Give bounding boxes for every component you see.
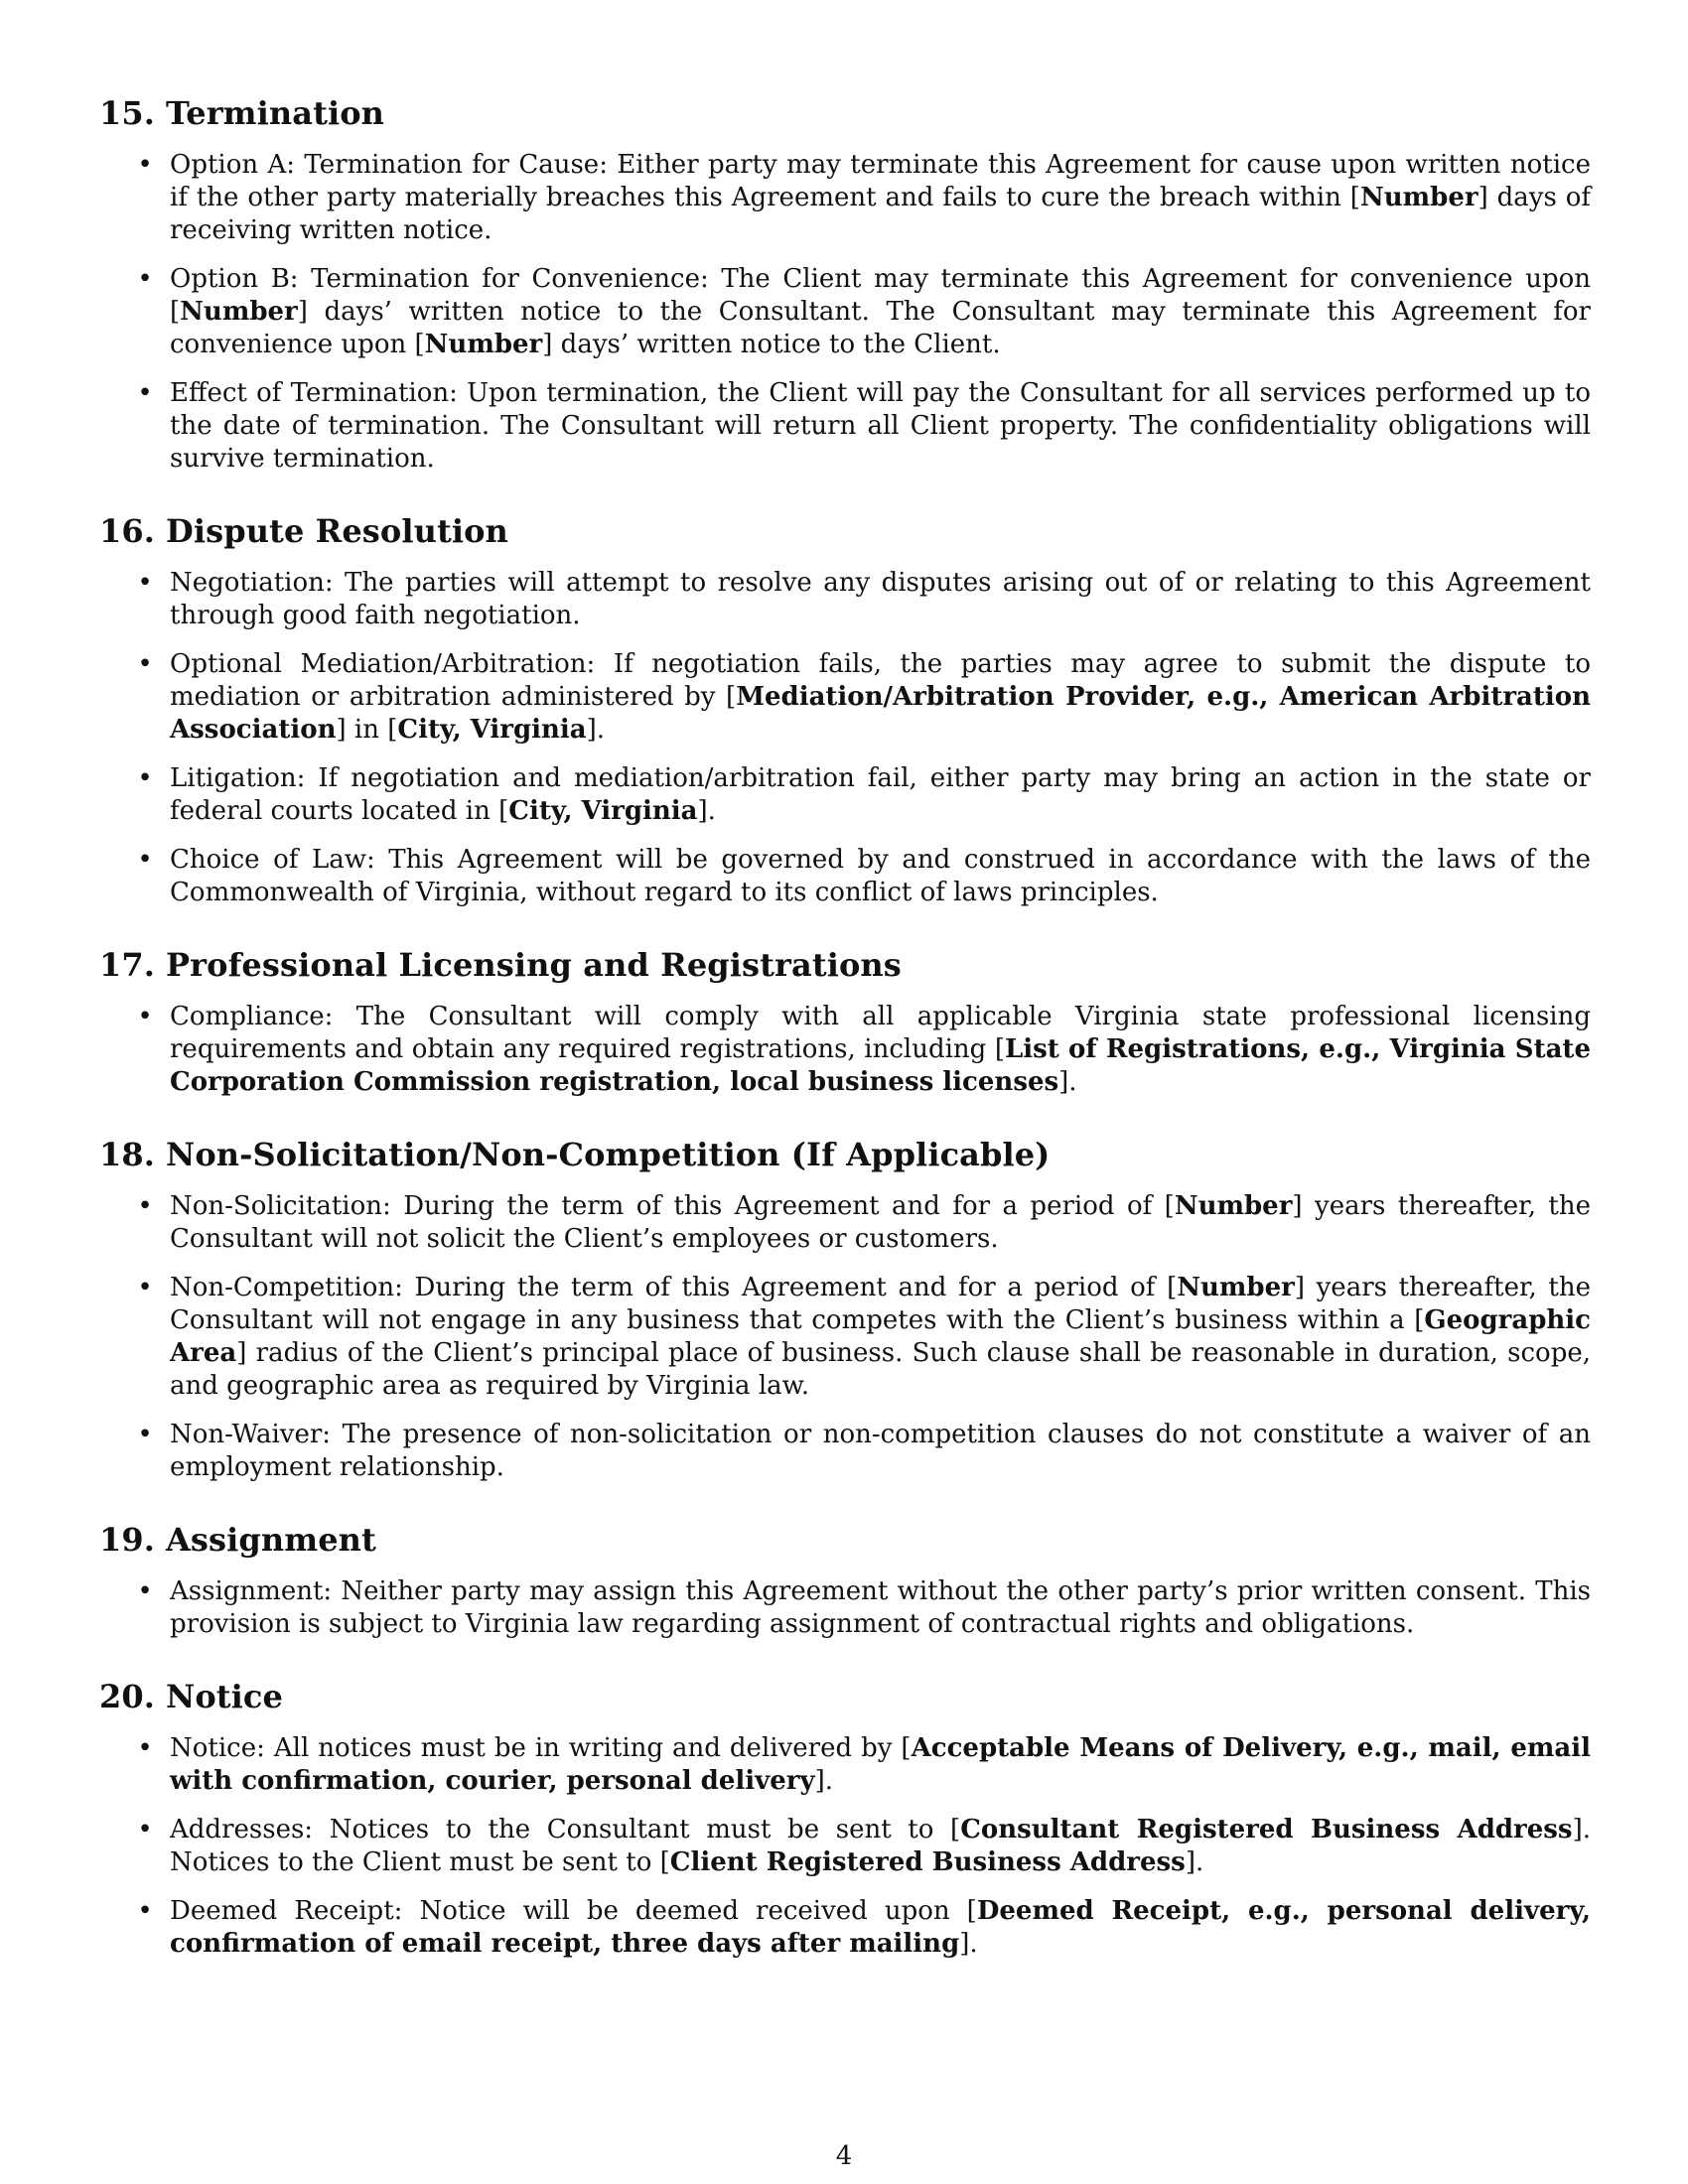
placeholder-field-text: Deemed Receipt, e.g., personal delivery, confirmation of email receipt, three days after mailing xyxy=(170,1896,1591,1959)
clause-item xyxy=(99,1895,1591,1961)
clause-text: [ xyxy=(1164,1191,1175,1221)
clause-text: Addresses: Notices to the Consultant must be sent to xyxy=(170,1815,951,1844)
section-heading xyxy=(99,93,1591,133)
clause-item xyxy=(99,1575,1591,1641)
clause-text: [ xyxy=(414,330,425,359)
clause-item xyxy=(99,844,1591,909)
clause-text: [ xyxy=(994,1034,1005,1064)
clause-item xyxy=(99,1001,1591,1099)
section xyxy=(99,1677,1591,1961)
placeholder-field-text: Number xyxy=(424,330,543,359)
clause-item xyxy=(99,1190,1591,1256)
bullet-icon: • xyxy=(137,1420,153,1449)
clause-text: [ xyxy=(387,715,398,745)
bullet-icon: • xyxy=(137,1896,153,1926)
clause-list xyxy=(99,1190,1591,1484)
clause-text: ]. xyxy=(1185,1847,1204,1877)
bullet-icon: • xyxy=(137,568,153,598)
clause-item xyxy=(99,1272,1591,1403)
section-title: Dispute Resolution xyxy=(166,512,508,550)
clause-text: [ xyxy=(901,1733,912,1763)
clause-text: ]. xyxy=(586,715,606,745)
clause-text: ] days’ written notice to the Consultant. The Consultant may terminate this Agreement for convenience upon xyxy=(170,297,1591,359)
bullet-icon: • xyxy=(137,378,153,408)
clause-text: [ xyxy=(966,1896,977,1926)
section-heading xyxy=(99,511,1591,551)
bullet-icon: • xyxy=(137,1576,153,1606)
section-title: Non-Solicitation/Non-Competition (If Applicable) xyxy=(166,1136,1051,1173)
bullet-icon: • xyxy=(137,1815,153,1844)
clause-text: Choice of Law: This Agreement will be governed by and construed in accordance with the laws of the Commonwealth of Virginia, without regard to its conflict of laws principles. xyxy=(170,845,1591,907)
clause-text: ] days of receiving written notice. xyxy=(170,183,1591,245)
clause-text: [ xyxy=(498,796,509,826)
clause-text: [ xyxy=(170,297,181,327)
bullet-icon: • xyxy=(137,649,153,679)
placeholder-field-text: Number xyxy=(1359,183,1478,212)
clause-text: ]. xyxy=(697,796,716,826)
clause-text: Optional Mediation/Arbitration: If negotiation fails, the parties may agree to submit the dispute to mediation or arbitration administered by xyxy=(170,649,1591,712)
clause-item xyxy=(99,263,1591,361)
clause-list xyxy=(99,1001,1591,1099)
clause-text: ]. xyxy=(1058,1067,1077,1097)
clause-text: ]. xyxy=(814,1766,834,1796)
section-heading xyxy=(99,1677,1591,1716)
clause-item xyxy=(99,377,1591,476)
placeholder-field-text: Number xyxy=(180,297,298,327)
clause-text: Effect of Termination: Upon termination, the Client will pay the Consultant for all services performed up to the date of termination. The Consultant will return all Client property. The confidentiality obligations will survive termination. xyxy=(170,378,1591,474)
bullet-icon: • xyxy=(137,845,153,875)
clause-text: [ xyxy=(726,682,737,712)
bullet-icon: • xyxy=(137,1733,153,1763)
document-sections xyxy=(99,93,1591,1961)
clause-text: ] days’ written notice to the Client. xyxy=(542,330,1001,359)
bullet-icon: • xyxy=(137,150,153,180)
clause-text: ] in xyxy=(336,715,388,745)
clause-text: [ xyxy=(1167,1273,1178,1302)
clause-text: [ xyxy=(1349,183,1360,212)
section xyxy=(99,93,1591,476)
section-title: Assignment xyxy=(166,1521,376,1559)
section-number: 19. xyxy=(99,1521,155,1559)
placeholder-field-text: Geographic Area xyxy=(170,1305,1591,1368)
placeholder-field-text: List of Registrations, e.g., Virginia State Corporation Commission registration, local business licenses xyxy=(170,1034,1591,1097)
clause-list xyxy=(99,1575,1591,1641)
section-heading xyxy=(99,1520,1591,1560)
clause-text: Negotiation: The parties will attempt to resolve any disputes arising out of or relating to this Agreement through good faith negotiation. xyxy=(170,568,1591,630)
section xyxy=(99,945,1591,1099)
clause-text: Non-Solicitation: During the term of this Agreement and for a period of xyxy=(170,1191,1165,1221)
clause-item xyxy=(99,1419,1591,1484)
bullet-icon: • xyxy=(137,1191,153,1221)
clause-text: Assignment: Neither party may assign this Agreement without the other party’s prior written consent. This provision is subject to Virginia law regarding assignment of contractual rights and obligations. xyxy=(170,1576,1591,1639)
section-number: 15. xyxy=(99,94,155,132)
clause-text: ]. xyxy=(959,1929,978,1959)
section-title: Notice xyxy=(166,1678,283,1715)
clause-text: ] radius of the Client’s principal place of business. Such clause shall be reasonable in duration, scope, and geographic area as required by Virginia law. xyxy=(170,1338,1591,1401)
placeholder-field-text: City, Virginia xyxy=(508,796,698,826)
placeholder-field-text: Acceptable Means of Delivery, e.g., mail, email with confirmation, courier, personal delivery xyxy=(170,1733,1591,1796)
clause-text: Litigation: If negotiation and mediation/arbitration fail, either party may bring an action in the state or federal courts located in xyxy=(170,763,1591,826)
clause-list xyxy=(99,149,1591,476)
clause-text: Compliance: The Consultant will comply with all applicable Virginia state professional licensing requirements and obtain any required registrations, including xyxy=(170,1002,1591,1064)
clause-text: ] years thereafter, the Consultant will not solicit the Client’s employees or customers. xyxy=(170,1191,1591,1254)
placeholder-field-text: City, Virginia xyxy=(397,715,587,745)
placeholder-field-text: Number xyxy=(1177,1273,1295,1302)
clause-item xyxy=(99,648,1591,747)
bullet-icon: • xyxy=(137,763,153,793)
clause-text: Non-Competition: During the term of this Agreement and for a period of xyxy=(170,1273,1168,1302)
clause-list xyxy=(99,1732,1591,1961)
section-number: 16. xyxy=(99,512,155,550)
clause-text: Notice: All notices must be in writing and delivered by xyxy=(170,1733,902,1763)
clause-text: Option B: Termination for Convenience: The Client may terminate this Agreement for convenience upon xyxy=(170,264,1591,294)
clause-text: Non-Waiver: The presence of non-solicitation or non-competition clauses do not constitute a waiver of an employment relationship. xyxy=(170,1420,1591,1482)
section-heading xyxy=(99,945,1591,985)
section-title: Professional Licensing and Registrations xyxy=(166,946,902,984)
document-page xyxy=(99,93,1591,1961)
clause-text: [ xyxy=(1414,1305,1425,1335)
clause-text: Deemed Receipt: Notice will be deemed received upon xyxy=(170,1896,967,1926)
page-number: 4 xyxy=(835,2141,853,2171)
section-heading xyxy=(99,1135,1591,1174)
bullet-icon: • xyxy=(137,264,153,294)
clause-text: ] years thereafter, the Consultant will not engage in any business that competes with the Client’s business within a xyxy=(170,1273,1591,1335)
clause-list xyxy=(99,567,1591,909)
placeholder-field-text: Number xyxy=(1174,1191,1293,1221)
clause-text: Option A: Termination for Cause: Either party may terminate this Agreement for cause upon written notice if the other party materially breaches this Agreement and fails to cure the breach within xyxy=(170,150,1591,212)
bullet-icon: • xyxy=(137,1002,153,1031)
clause-text: ]. Notices to the Client must be sent to xyxy=(170,1815,1591,1877)
section-number: 20. xyxy=(99,1678,155,1715)
placeholder-field-text: Client Registered Business Address xyxy=(669,1847,1186,1877)
bullet-icon: • xyxy=(137,1273,153,1302)
clause-item xyxy=(99,149,1591,247)
section xyxy=(99,511,1591,909)
clause-item xyxy=(99,762,1591,828)
section xyxy=(99,1135,1591,1484)
section xyxy=(99,1520,1591,1641)
section-number: 18. xyxy=(99,1136,155,1173)
placeholder-field-text: Consultant Registered Business Address xyxy=(960,1815,1573,1844)
clause-item xyxy=(99,567,1591,632)
clause-text: [ xyxy=(950,1815,961,1844)
section-number: 17. xyxy=(99,946,155,984)
placeholder-field-text: Mediation/Arbitration Provider, e.g., American Arbitration Association xyxy=(170,682,1592,745)
clause-item xyxy=(99,1814,1591,1879)
clause-item xyxy=(99,1732,1591,1798)
clause-text: [ xyxy=(659,1847,670,1877)
section-title: Termination xyxy=(166,94,385,132)
